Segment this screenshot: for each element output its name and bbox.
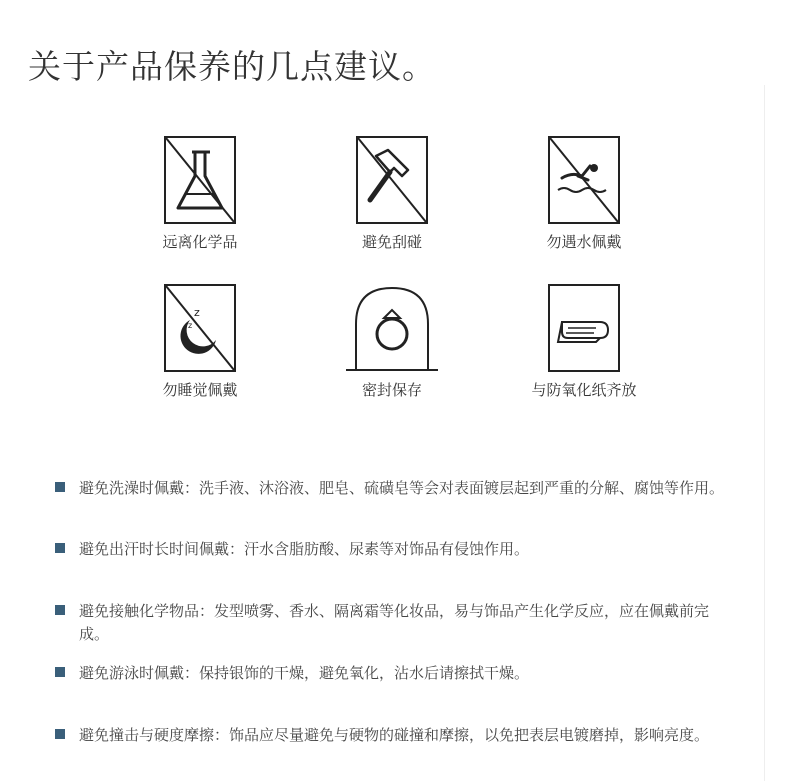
care-card-chemicals (100, 136, 300, 251)
care-card-scratch (292, 136, 492, 251)
care-label-water: 勿遇水佩戴 (546, 233, 622, 251)
care-label-sleep: 勿睡觉佩戴 (162, 381, 238, 399)
bullet-square-icon (55, 543, 65, 553)
tip-text: 避免游泳时佩戴：保持银饰的干燥，避免氧化，沾水后请擦拭干燥。 (79, 664, 530, 682)
tip-text: 避免洗澡时佩戴：洗手液、沐浴液、肥皂、硫磺皂等会对表面镀层起到严重的分解、腐蚀等作用。 (79, 479, 725, 497)
tip-text: 避免撞击与硬度摩擦：饰品应尽量避免与硬物的碰撞和摩擦，以免把表层电镀磨掉，影响亮度。 (79, 726, 710, 744)
tip-item (55, 662, 735, 685)
page-divider (764, 85, 765, 781)
bullet-square-icon (55, 729, 65, 739)
care-label-scratch: 避免刮碰 (361, 233, 422, 251)
svg-text:z: z (188, 321, 193, 330)
sleep-prohibited-icon (164, 284, 236, 374)
swimming-prohibited-icon (548, 136, 620, 226)
care-card-paper (484, 284, 684, 399)
bullet-square-icon (55, 605, 65, 615)
tip-item (55, 477, 735, 500)
care-label-sealed: 密封保存 (361, 381, 422, 399)
bullet-square-icon (55, 482, 65, 492)
tip-item (55, 724, 735, 747)
hammer-prohibited-icon (356, 136, 428, 226)
bullet-square-icon (55, 667, 65, 677)
care-label-chemicals: 远离化学品 (162, 233, 238, 251)
tip-text: 避免接触化学物品：发型喷雾、香水、隔离霜等化妆品，易与饰品产生化学反应，应在佩戴前完成。 (79, 602, 710, 643)
tip-text: 避免出汗时长时间佩戴：汗水含脂肪酸、尿素等对饰品有侵蚀作用。 (79, 540, 530, 558)
tip-item (55, 600, 735, 646)
flask-prohibited-icon (164, 136, 236, 226)
care-card-water (484, 136, 684, 251)
care-card-sleep (100, 284, 300, 399)
paper-roll-icon (548, 284, 620, 374)
care-label-paper: 与防氧化纸齐放 (531, 381, 637, 399)
care-card-sealed (292, 284, 492, 399)
page-title: 关于产品保养的几点建议。 (28, 47, 436, 87)
tip-item (55, 538, 735, 561)
svg-text:z: z (194, 306, 200, 319)
ring-box-icon (342, 284, 442, 374)
